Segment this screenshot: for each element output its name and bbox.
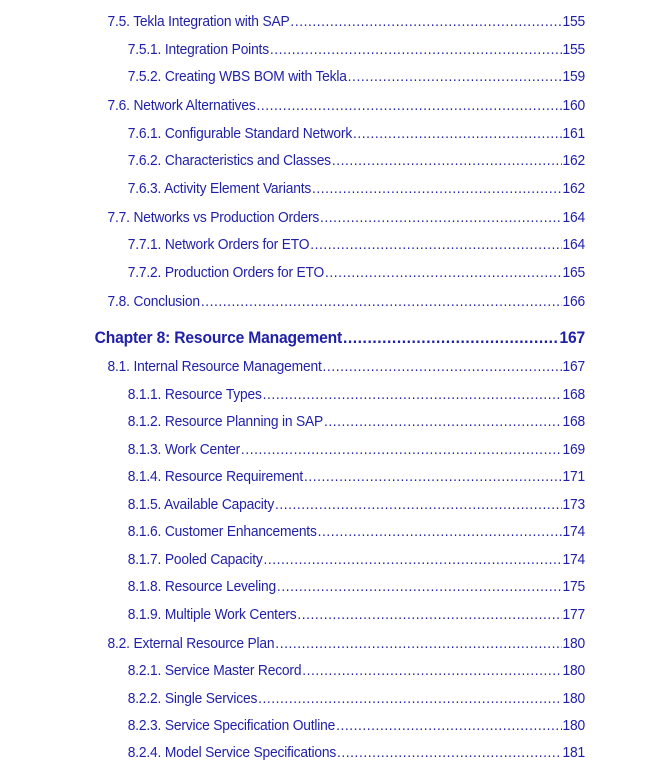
toc-entry-8-1-5[interactable]	[128, 496, 585, 513]
toc-dot-leader	[325, 264, 562, 281]
toc-entry-label: 7.5.2. Creating WBS BOM with Tekla	[127, 68, 347, 85]
toc-dot-leader	[312, 180, 562, 197]
toc-dot-leader	[241, 441, 562, 458]
toc-entry-7-6-2[interactable]	[128, 152, 585, 169]
toc-page-number: 168	[562, 413, 585, 430]
toc-dot-leader	[275, 496, 562, 513]
toc-entry-label: 7.5. Tekla Integration with SAP	[107, 13, 290, 30]
toc-entry-7-8[interactable]	[108, 293, 585, 310]
toc-entry-8-2-2[interactable]	[128, 690, 585, 707]
toc-entry-label: 8.1.3. Work Center	[127, 441, 241, 458]
toc-entry-8-2-3[interactable]	[128, 717, 585, 734]
toc-dot-leader	[277, 578, 562, 595]
toc-page-number: 181	[562, 744, 585, 761]
toc-page-number: 164	[562, 209, 585, 226]
toc-page-number: 162	[562, 180, 585, 197]
toc-entry-7-7-2[interactable]	[128, 264, 585, 281]
toc-dot-leader	[258, 690, 561, 707]
toc-entry-7-7-1[interactable]	[128, 236, 585, 253]
toc-entry-8-1-8[interactable]	[128, 578, 585, 595]
toc-entry-label: 7.8. Conclusion	[107, 293, 200, 310]
toc-entry-8-1[interactable]	[108, 358, 585, 375]
toc-entry-label: 8.1.2. Resource Planning in SAP	[127, 413, 324, 430]
toc-page-number: 180	[562, 690, 585, 707]
toc-dot-leader	[343, 328, 559, 348]
toc-dot-leader	[304, 468, 562, 485]
toc-entry-8-1-4[interactable]	[128, 468, 585, 485]
toc-entry-8-2-4[interactable]	[128, 744, 585, 761]
toc-page-number: 168	[562, 386, 585, 403]
toc-dot-leader	[332, 152, 562, 169]
toc-entry-8-2-1[interactable]	[128, 662, 585, 679]
toc-entry-label: 8.1.7. Pooled Capacity	[127, 551, 263, 568]
toc-dot-leader	[263, 551, 561, 568]
toc-entry-7-5-1[interactable]	[128, 41, 585, 58]
toc-entry-label: 8.1. Internal Resource Management	[107, 358, 322, 375]
toc-entry-8-1-7[interactable]	[128, 551, 585, 568]
toc-page-number: 167	[559, 328, 585, 347]
toc-entry-8-1-1[interactable]	[128, 386, 585, 403]
toc-page-number: 173	[562, 496, 585, 513]
toc-page-number: 160	[562, 97, 585, 114]
toc-entry-label: 8.2.3. Service Specification Outline	[127, 717, 336, 734]
toc-page-number: 171	[562, 468, 585, 485]
toc-entry-label: 8.2.2. Single Services	[127, 690, 258, 707]
toc-entry-label: 8.2.1. Service Master Record	[127, 662, 302, 679]
toc-entry-label: 7.6.2. Characteristics and Classes	[127, 152, 331, 169]
toc-dot-leader	[275, 635, 561, 652]
toc-page-number: 165	[562, 264, 585, 281]
toc-dot-leader	[270, 41, 562, 58]
toc-entry-label: 8.2.4. Model Service Specifications	[127, 744, 337, 761]
toc-page-number: 177	[562, 606, 585, 623]
toc-entry-7-6-1[interactable]	[128, 125, 585, 142]
toc-page-number: 169	[562, 441, 585, 458]
toc-dot-leader	[297, 606, 561, 623]
toc-entry-7-7[interactable]	[108, 209, 585, 226]
toc-entry-label: 8.1.5. Available Capacity	[127, 496, 275, 513]
toc-entry-7-6-3[interactable]	[128, 180, 585, 197]
toc-entry-label: 7.5.1. Integration Points	[127, 41, 269, 58]
toc-entry-7-5[interactable]	[108, 13, 585, 30]
toc-entry-label: 8.2. External Resource Plan	[107, 635, 275, 652]
toc-entry-8-1-6[interactable]	[128, 523, 585, 540]
toc-page-number: 167	[562, 358, 585, 375]
toc-entry-label: 8.1.9. Multiple Work Centers	[127, 606, 297, 623]
toc-page-number: 161	[562, 125, 585, 142]
toc-entry-8-1-2[interactable]	[128, 413, 585, 430]
toc-entry-label: 8.1.6. Customer Enhancements	[127, 523, 317, 540]
toc-dot-leader	[256, 97, 561, 114]
toc-dot-leader	[324, 413, 562, 430]
toc-chapter-title: Chapter 8: Resource Management	[94, 328, 343, 347]
toc-dot-leader	[263, 386, 562, 403]
toc-dot-leader	[290, 13, 561, 30]
toc-entry-8-1-9[interactable]	[128, 606, 585, 623]
toc-dot-leader	[353, 125, 562, 142]
toc-entry-label: 7.6.1. Configurable Standard Network	[127, 125, 353, 142]
toc-dot-leader	[336, 717, 562, 734]
toc-entry-label: 7.7. Networks vs Production Orders	[107, 209, 320, 226]
toc-entry-7-6[interactable]	[108, 97, 585, 114]
toc-entry-label: 7.7.1. Network Orders for ETO	[127, 236, 310, 253]
toc-entry-label: 8.1.1. Resource Types	[127, 386, 262, 403]
toc-page-number: 155	[562, 41, 585, 58]
toc-page-number: 164	[562, 236, 585, 253]
toc-entry-label: 8.1.8. Resource Leveling	[127, 578, 277, 595]
toc-entry-label: 7.6.3. Activity Element Variants	[127, 180, 312, 197]
toc-dot-leader	[201, 293, 562, 310]
toc-page-number: 174	[562, 551, 585, 568]
toc-page-number: 180	[562, 635, 585, 652]
toc-page-number: 159	[562, 68, 585, 85]
toc-dot-leader	[318, 523, 562, 540]
toc-page-number: 155	[562, 13, 585, 30]
toc-entry-7-5-2[interactable]	[128, 68, 585, 85]
toc-dot-leader	[302, 662, 561, 679]
toc-page-number: 175	[562, 578, 585, 595]
toc-dot-leader	[337, 744, 562, 761]
toc-entry-label: 8.1.4. Resource Requirement	[127, 468, 304, 485]
toc-dot-leader	[348, 68, 562, 85]
toc-page-number: 162	[562, 152, 585, 169]
toc-dot-leader	[310, 236, 561, 253]
toc-entry-label: 7.7.2. Production Orders for ETO	[127, 264, 325, 281]
toc-dot-leader	[323, 358, 562, 375]
toc-page-number: 174	[562, 523, 585, 540]
toc-entry-8-1-3[interactable]	[128, 441, 585, 458]
toc-page-number: 166	[562, 293, 585, 310]
toc-page-number: 180	[562, 717, 585, 734]
toc-chapter-8-heading[interactable]	[95, 328, 585, 348]
toc-entry-label: 7.6. Network Alternatives	[107, 97, 256, 114]
toc-entry-8-2[interactable]	[108, 635, 585, 652]
toc-dot-leader	[320, 209, 562, 226]
toc-page-number: 180	[562, 662, 585, 679]
